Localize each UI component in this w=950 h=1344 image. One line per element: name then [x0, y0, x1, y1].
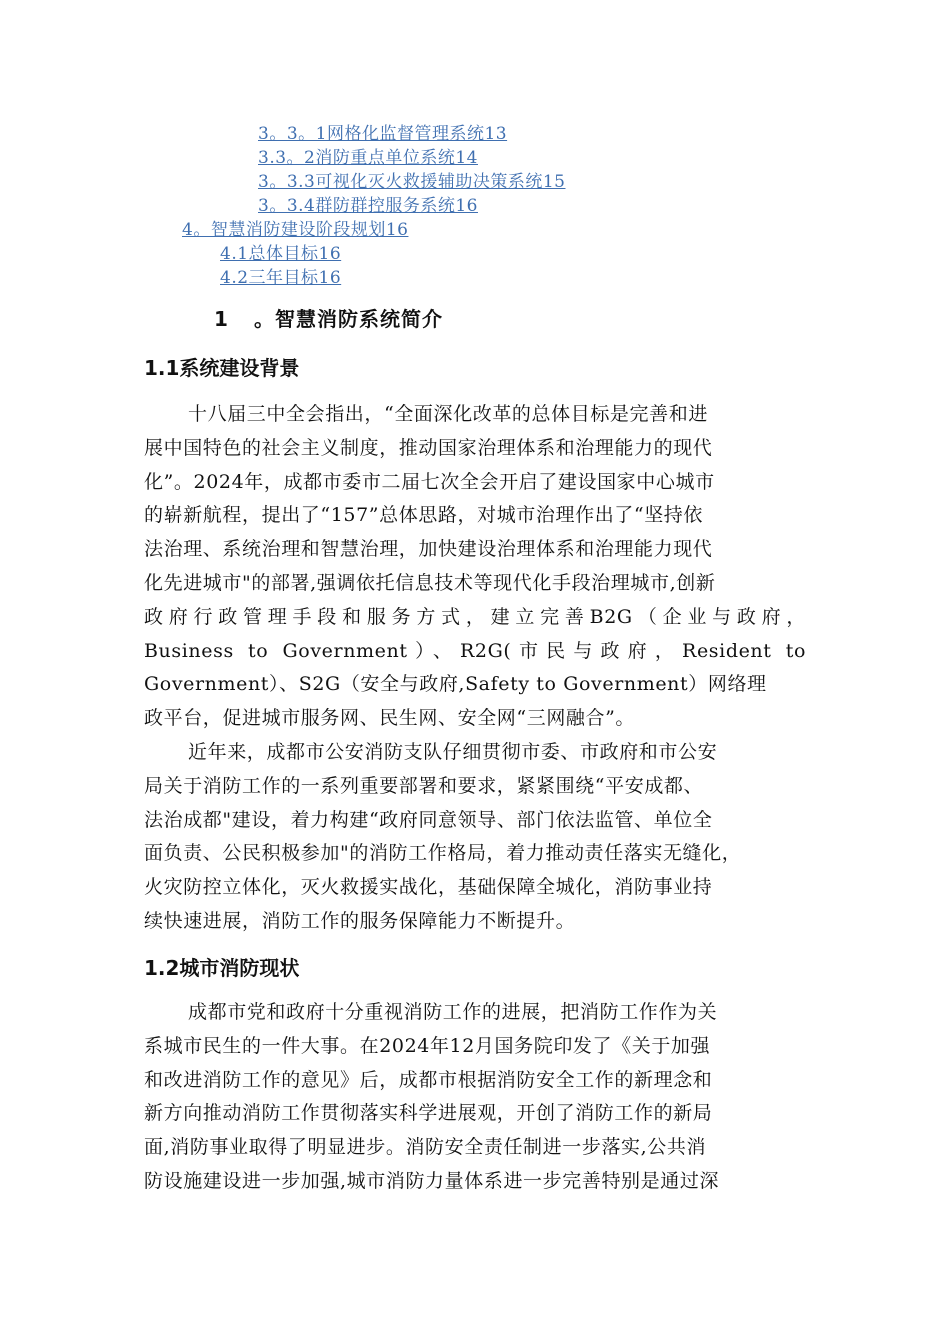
text-line: 和改进消防工作的意见》后，成都市根据消防安全工作的新理念和 [144, 1068, 713, 1091]
text-line: 化”。2024年，成都市委市二届七次全会开启了建设国家中心城市 [144, 470, 715, 493]
text-line: 政平台，促进城市服务网、民生网、安全网“三网融合”。 [144, 707, 636, 730]
text-line: 系城市民生的一件大事。在2024年12月国务院印发了《关于加强 [144, 1034, 711, 1057]
section-heading-1-2: 1.2城市消防现状 [144, 956, 300, 980]
text-line: Business to Government）、R2G(市民与政府，Resident to [144, 639, 806, 662]
text-line: 局关于消防工作的一系列重要部署和要求，紧紧围绕“平安成都、 [144, 774, 704, 797]
text-line: 续快速进展，消防工作的服务保障能力不断提升。 [144, 909, 576, 932]
toc-link-4-1[interactable]: 4.1总体目标16 [220, 244, 342, 264]
toc-link-4[interactable]: 4。智慧消防建设阶段规划16 [182, 220, 409, 240]
text-line: 化先进城市"的部署,强调依托信息技术等现代化手段治理城市,创新 [144, 571, 716, 594]
text-line: 面负责、公民积极参加"的消防工作格局，着力推动责任落实无缝化， [144, 842, 742, 865]
toc-link-3-3-1[interactable]: 3。3。1网格化监督管理系统13 [258, 124, 508, 144]
toc-link-3-3-2[interactable]: 3.3。2消防重点单位系统14 [258, 148, 478, 168]
text-line: 的崭新航程，提出了“157”总体思路，对城市治理作出了“坚持依 [144, 504, 704, 527]
section-1-2-paragraph-1 [144, 996, 806, 1199]
text-line: 面,消防事业取得了明显进步。消防安全责任制进一步落实,公共消 [144, 1136, 707, 1159]
text-line: 近年来，成都市公安消防支队仔细贯彻市委、市政府和市公安 [188, 741, 718, 763]
section-heading-1-1: 1.1系统建设背景 [144, 356, 300, 380]
text-line: 法治理、系统治理和智慧治理，加快建设治理体系和治理能力现代 [144, 538, 713, 561]
toc-link-3-3-3[interactable]: 3。3.3可视化灭火救援辅助决策系统15 [258, 172, 566, 192]
text-line: Government）、S2G（安全与政府,Safety to Government）网络理 [144, 673, 767, 696]
chapter-heading [214, 303, 443, 332]
text-line: 新方向推动消防工作贯彻落实科学进展观，开创了消防工作的新局 [144, 1102, 713, 1125]
text-line: 防设施建设进一步加强,城市消防力量体系进一步完善特别是通过深 [144, 1169, 720, 1192]
toc-link-4-2[interactable]: 4.2三年目标16 [220, 268, 342, 288]
text-line: 成都市党和政府十分重视消防工作的进展，把消防工作作为关 [188, 1001, 718, 1023]
text-line: 展中国特色的社会主义制度，推动国家治理体系和治理能力的现代 [144, 436, 713, 459]
text-line: 十八届三中全会指出，“全面深化改革的总体目标是完善和进 [188, 403, 708, 425]
text-line: 法治成都"建设，着力构建“政府同意领导、部门依法监管、单位全 [144, 808, 713, 831]
section-1-1-paragraph-1 [144, 398, 806, 736]
chapter-title-text: 。智慧消防系统简介 [254, 307, 443, 331]
text-line: 政府行政管理手段和服务方式，建立完善B2G（企业与政府， [144, 605, 806, 628]
section-1-1-paragraph-2 [144, 736, 806, 939]
chapter-number: 1 [214, 307, 229, 331]
text-line: 火灾防控立体化，灭火救援实战化，基础保障全城化，消防事业持 [144, 876, 713, 899]
toc-link-3-3-4[interactable]: 3。3.4群防群控服务系统16 [258, 196, 478, 216]
